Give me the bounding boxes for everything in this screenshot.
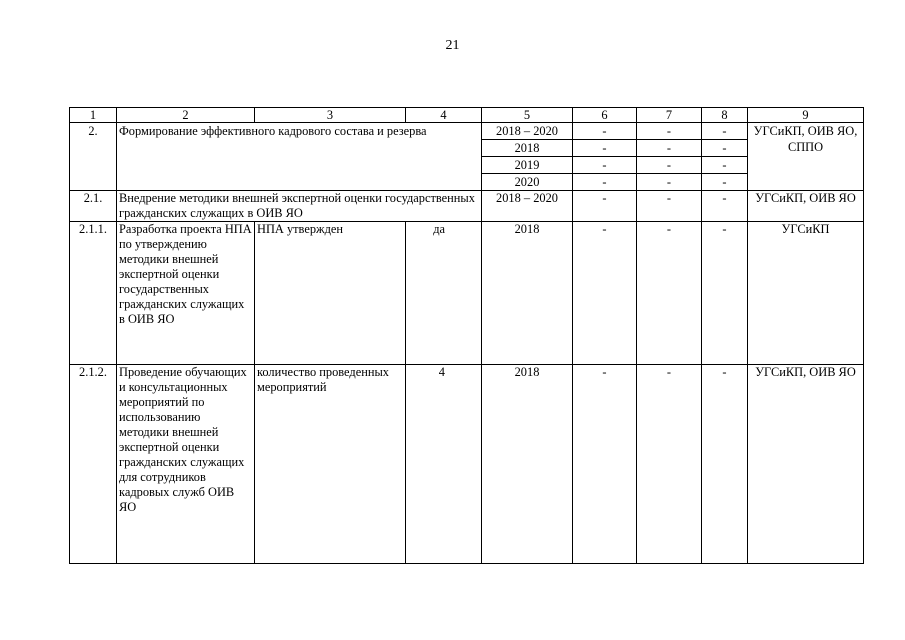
row-title: Внедрение методики внешней экспертной оценки государственных гражданских служащих в ОИВ ЯО [117, 191, 482, 222]
row-number: 2.1.2. [70, 365, 117, 564]
header-cell-6: 6 [573, 108, 637, 123]
header-row [70, 108, 864, 123]
header-cell-1: 1 [70, 108, 117, 123]
year-cell: 2018 [482, 140, 573, 157]
dash-cell: - [637, 174, 702, 191]
dash-cell: - [637, 222, 702, 365]
dash-cell: - [702, 222, 748, 365]
header-cell-3: 3 [255, 108, 406, 123]
dash-cell: - [573, 222, 637, 365]
year-cell: 2018 – 2020 [482, 191, 573, 222]
year-cell: 2019 [482, 157, 573, 174]
row-number: 2.1.1. [70, 222, 117, 365]
responsible-cell: УГСиКП, ОИВ ЯО [748, 191, 864, 222]
row-number: 2. [70, 123, 117, 191]
dash-cell: - [573, 123, 637, 140]
dash-cell: - [702, 157, 748, 174]
dash-cell: - [637, 191, 702, 222]
dash-cell: - [637, 140, 702, 157]
year-cell: 2018 [482, 365, 573, 564]
table-row [70, 191, 864, 222]
responsible-cell: УГСиКП, ОИВ ЯО [748, 365, 864, 564]
dash-cell: - [637, 157, 702, 174]
year-cell: 2018 – 2020 [482, 123, 573, 140]
dash-cell: - [573, 157, 637, 174]
dash-cell: - [637, 365, 702, 564]
page-number: 21 [445, 38, 460, 53]
year-cell: 2018 [482, 222, 573, 365]
header-cell-8: 8 [702, 108, 748, 123]
value-cell: да [406, 222, 482, 365]
row-title: Проведение обучающих и консультационных мероприятий по использованию методики внешней экспертной оценки гражданских служащих для сотрудников кадровых служб ОИВ ЯО [117, 365, 255, 564]
indicator-cell: НПА утвержден [255, 222, 406, 365]
responsible-cell: УГСиКП, ОИВ ЯО, СППО [748, 123, 864, 191]
plan-table [69, 107, 864, 564]
year-cell: 2020 [482, 174, 573, 191]
dash-cell: - [637, 123, 702, 140]
responsible-cell: УГСиКП [748, 222, 864, 365]
indicator-cell: количество проведенных мероприятий [255, 365, 406, 564]
dash-cell: - [702, 123, 748, 140]
dash-cell: - [573, 365, 637, 564]
row-title: Формирование эффективного кадрового состава и резерва [117, 123, 482, 191]
dash-cell: - [702, 140, 748, 157]
dash-cell: - [702, 174, 748, 191]
dash-cell: - [702, 191, 748, 222]
value-cell: 4 [406, 365, 482, 564]
dash-cell: - [573, 174, 637, 191]
dash-cell: - [702, 365, 748, 564]
table-row [70, 222, 864, 365]
header-cell-4: 4 [406, 108, 482, 123]
dash-cell: - [573, 191, 637, 222]
dash-cell: - [573, 140, 637, 157]
header-cell-5: 5 [482, 108, 573, 123]
header-cell-2: 2 [117, 108, 255, 123]
row-title: Разработка проекта НПА по утверждению методики внешней экспертной оценки государственных гражданских служащих в ОИВ ЯО [117, 222, 255, 365]
header-cell-7: 7 [637, 108, 702, 123]
row-number: 2.1. [70, 191, 117, 222]
table-row [70, 123, 864, 140]
header-cell-9: 9 [748, 108, 864, 123]
table-row [70, 365, 864, 564]
